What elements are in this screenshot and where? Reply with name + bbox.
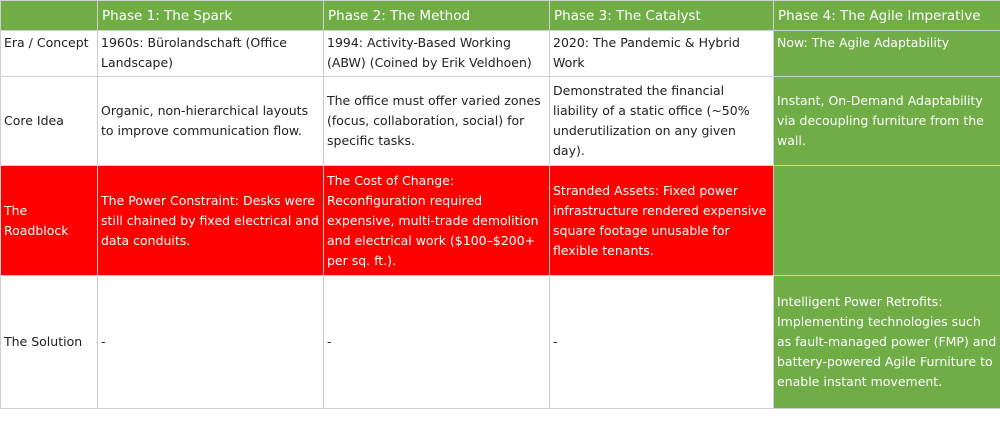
cell-era-phase-4: Now: The Agile Adaptability [774, 31, 1000, 77]
cell-core-phase-2: The office must offer varied zones (focus, collaboration, social) for specific tasks. [324, 77, 550, 166]
header-phase-1: Phase 1: The Spark [98, 1, 324, 31]
cell-sol-phase-3: - [550, 276, 774, 409]
table-row-roadblock [1, 166, 1000, 276]
cell-sol-phase-1: - [98, 276, 324, 409]
row-label-era: Era / Concept [1, 31, 98, 77]
cell-road-phase-3: Stranded Assets: Fixed power infrastructure rendered expensive square footage unusable for flexible tenants. [550, 166, 774, 276]
header-corner-cell [1, 1, 98, 31]
cell-era-phase-3: 2020: The Pandemic & Hybrid Work [550, 31, 774, 77]
row-label-solution: The Solution [1, 276, 98, 409]
cell-sol-phase-2: - [324, 276, 550, 409]
table-row-solution [1, 276, 1000, 409]
cell-road-phase-1: The Power Constraint: Desks were still chained by fixed electrical and data conduits. [98, 166, 324, 276]
row-label-core-idea: Core Idea [1, 77, 98, 166]
cell-era-phase-1: 1960s: Bürolandschaft (Office Landscape) [98, 31, 324, 77]
header-phase-4: Phase 4: The Agile Imperative [774, 1, 1000, 31]
table-row-era [1, 31, 1000, 77]
cell-sol-phase-4: Intelligent Power Retrofits: Implementing technologies such as fault-managed power (FMP) and battery-powered Agile Furniture to enable instant movement. [774, 276, 1000, 409]
header-phase-3: Phase 3: The Catalyst [550, 1, 774, 31]
cell-core-phase-1: Organic, non-hierarchical layouts to improve communication flow. [98, 77, 324, 166]
cell-road-phase-4 [774, 166, 1000, 276]
cell-core-phase-4: Instant, On-Demand Adaptability via decoupling furniture from the wall. [774, 77, 1000, 166]
cell-core-phase-3: Demonstrated the financial liability of a static office (~50% underutilization on any given day). [550, 77, 774, 166]
table-row-core-idea [1, 77, 1000, 166]
header-phase-2: Phase 2: The Method [324, 1, 550, 31]
cell-era-phase-2: 1994: Activity-Based Working (ABW) (Coined by Erik Veldhoen) [324, 31, 550, 77]
cell-road-phase-2: The Cost of Change: Reconfiguration required expensive, multi-trade demolition and electrical work ($100–$200+ per sq. ft.). [324, 166, 550, 276]
row-label-roadblock: The Roadblock [1, 166, 98, 276]
header-row [1, 1, 1000, 31]
